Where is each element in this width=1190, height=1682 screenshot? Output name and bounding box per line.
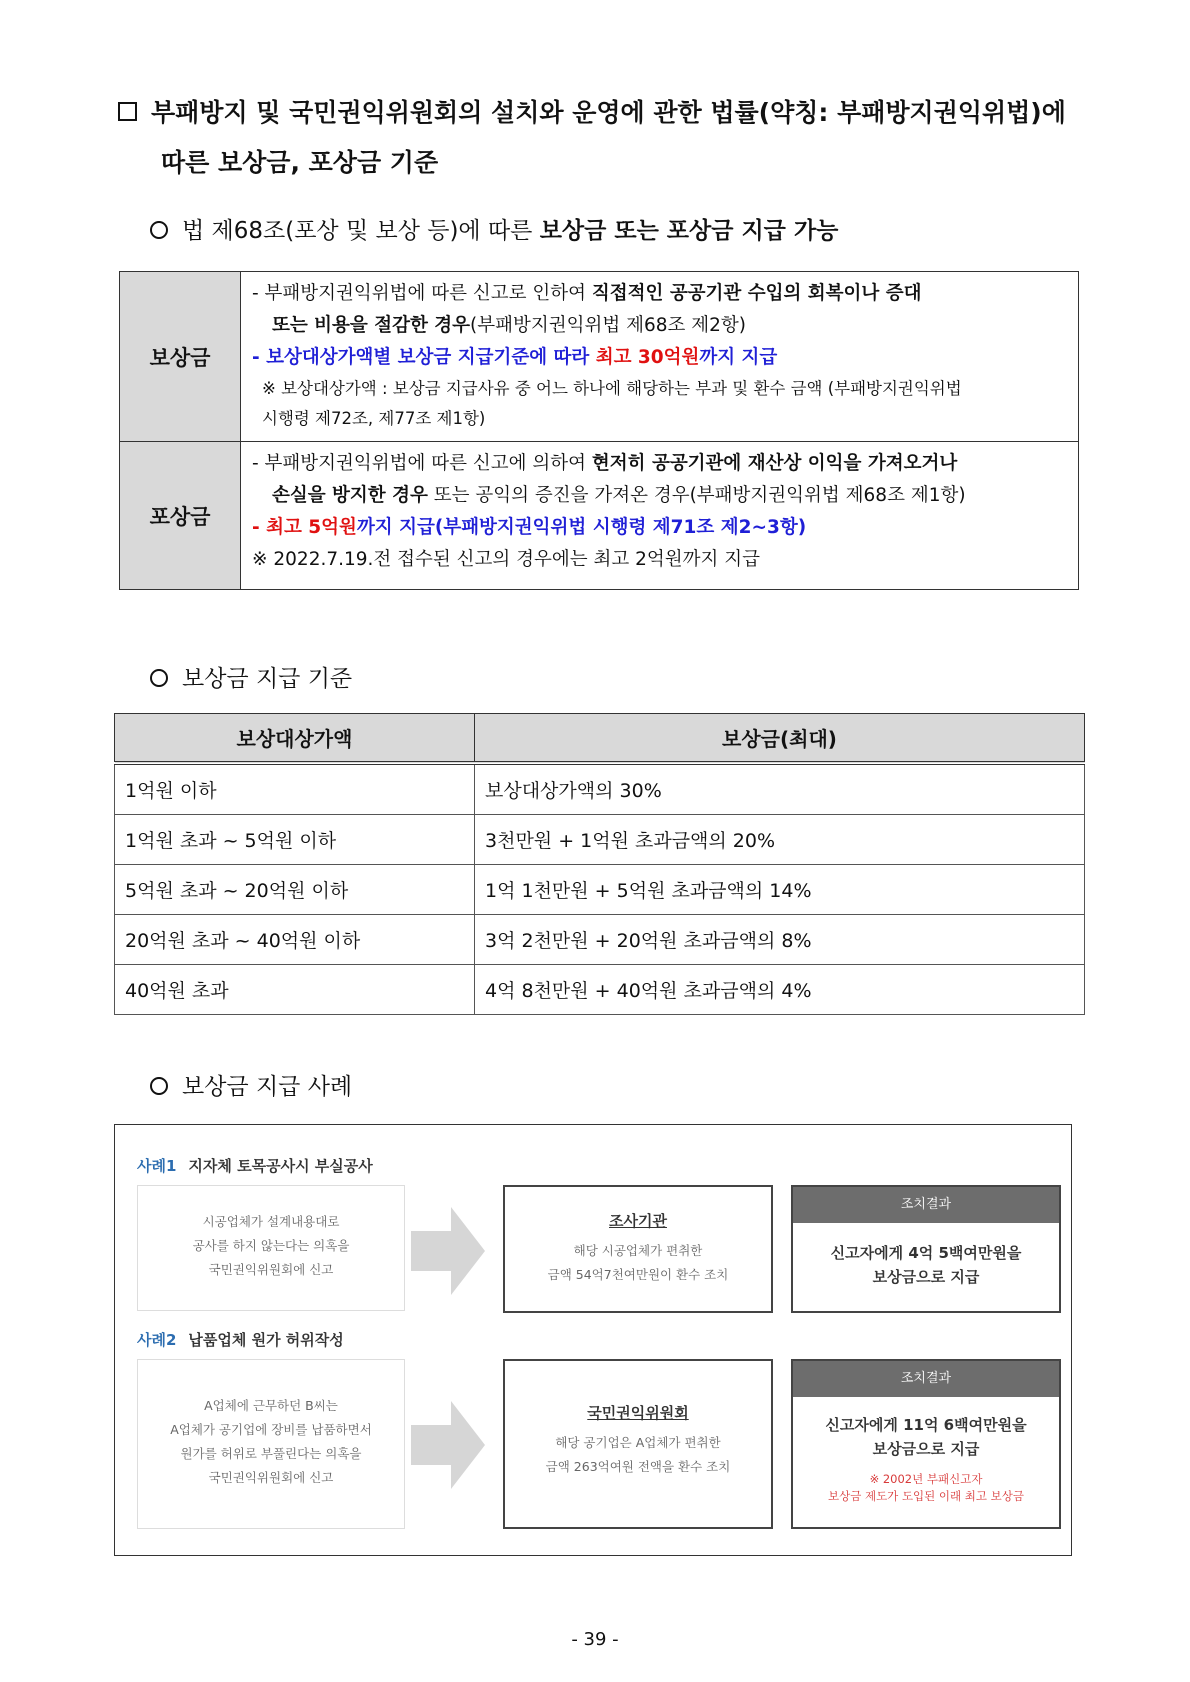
reward-row (120, 272, 1078, 442)
section3-title: 보상금 지급 사례 (182, 1074, 353, 1100)
prize-line1-b: 현저히 공공기관에 재산상 이익을 가져오거나 (591, 453, 958, 474)
section1-emphasis: 보상금 또는 포상금 지급 가능 (539, 218, 839, 244)
section2-title: 보상금 지급 기준 (182, 666, 353, 692)
reward-line2-b: (부패방지권익위법 제68조 제2항) (470, 315, 747, 336)
circle-bullet-icon (150, 669, 168, 687)
checkbox-square-icon (118, 102, 137, 121)
case2-result-header: 조치결과 (793, 1361, 1059, 1397)
case1-result-line: 신고자에게 4억 5백여만원을 (830, 1244, 1022, 1262)
header-reward-max: 보상금(최대) (475, 714, 1085, 764)
cell: 3천만원 + 1억원 초과금액의 20% (475, 815, 1085, 865)
case2-title-text: 납품업체 원가 허위작성 (188, 1331, 344, 1349)
prize-line1-a: - 부패방지권익위법에 따른 신고에 의하여 (252, 453, 592, 474)
case2-agency-title: 국민권익위원회 (587, 1404, 689, 1422)
section1-text: 법 제68조(포상 및 보상 등)에 따른 (182, 218, 540, 244)
case2-agency-box (503, 1359, 773, 1529)
case2-result-line: 신고자에게 11억 6백여만원을 (825, 1416, 1027, 1434)
case1-report-box (137, 1185, 405, 1311)
case2-report-line: A업체가 공기업에 장비를 납품하면서 (170, 1422, 372, 1437)
case2-agency-line: 해당 공기업은 A업체가 편취한 (555, 1435, 721, 1450)
cell: 5억원 초과 ~ 20억원 이하 (115, 865, 475, 915)
circle-bullet-icon (150, 1077, 168, 1095)
reward-line3-a: - 보상대상가액별 보상금 지급기준에 따라 (252, 347, 596, 368)
cell: 3억 2천만원 + 20억원 초과금액의 8% (475, 915, 1085, 965)
reward-note1: ※ 보상대상가액 : 보상금 지급사유 중 어느 하나에 해당하는 부과 및 환수 금액 (부패방지권익위법 (262, 379, 962, 398)
table-row (115, 865, 1085, 915)
case2-agency-line: 금액 263억여원 전액을 환수 조치 (545, 1459, 731, 1474)
case2-result-note: 보상금 제도가 도입된 이래 최고 보상금 (827, 1489, 1025, 1503)
prize-line3-a: - (252, 517, 267, 538)
case1-agency-box (503, 1185, 773, 1313)
table-row (115, 965, 1085, 1015)
prize-row (120, 442, 1078, 589)
page-number: - 39 - (571, 1629, 619, 1650)
cell: 1억원 이하 (115, 763, 475, 815)
reward-line3-c: 까지 지급 (699, 347, 778, 368)
table-row (115, 763, 1085, 815)
arrow-right-icon (411, 1207, 485, 1295)
case1-report-line: 국민권익위원회에 신고 (208, 1262, 334, 1277)
case1-result-line: 보상금으로 지급 (872, 1268, 980, 1286)
table-header-row (115, 714, 1085, 764)
cell: 40억원 초과 (115, 965, 475, 1015)
case2-result-note: ※ 2002년 부패신고자 (869, 1472, 983, 1486)
reward-line1-a: - 부패방지권익위법에 따른 신고로 인하여 (252, 283, 592, 304)
reward-criteria-table (114, 713, 1085, 1015)
case1-report-line: 공사를 하지 않는다는 의혹을 (192, 1238, 350, 1253)
reward-line3-b: 최고 30억원 (595, 347, 700, 368)
case1-title-text: 지자체 토목공사시 부실공사 (188, 1157, 373, 1175)
case2-result-box (791, 1359, 1061, 1529)
cell: 보상대상가액의 30% (475, 763, 1085, 815)
prize-note: ※ 2022.7.19.전 접수된 신고의 경우에는 최고 2억원까지 지급 (252, 549, 761, 570)
case1-title (137, 1155, 373, 1176)
cell: 4억 8천만원 + 40억원 초과금액의 4% (475, 965, 1085, 1015)
heading-line1: 부패방지 및 국민권익위원회의 설치와 운영에 관한 법률(약칭: 부패방지권익위법)에 (151, 98, 1066, 127)
circle-bullet-icon (150, 221, 168, 239)
cell: 20억원 초과 ~ 40억원 이하 (115, 915, 475, 965)
case1-agency-line: 금액 54억7천여만원이 환수 조치 (547, 1267, 729, 1282)
case2-report-line: 원가를 허위로 부풀린다는 의혹을 (180, 1446, 362, 1461)
case2-report-box (137, 1359, 405, 1529)
cell: 1억 1천만원 + 5억원 초과금액의 14% (475, 865, 1085, 915)
table-row (115, 815, 1085, 865)
case1-result-header: 조치결과 (793, 1187, 1059, 1223)
reward-label: 보상금 (120, 272, 241, 441)
case1-agency-title: 조사기관 (609, 1212, 667, 1230)
heading-line2: 따른 보상금, 포상금 기준 (161, 148, 439, 177)
case-examples-panel (114, 1124, 1072, 1556)
prize-line3-b: 최고 5억원 (266, 517, 357, 538)
case1-number: 사례1 (137, 1157, 177, 1175)
case2-report-line: A업체에 근무하던 B씨는 (204, 1398, 338, 1413)
reward-line1-b: 직접적인 공공기관 수입의 회복이나 증대 (591, 283, 922, 304)
case1-report-line: 시공업체가 설계내용대로 (202, 1214, 340, 1229)
case2-result-line: 보상금으로 지급 (872, 1440, 980, 1458)
reward-prize-table (119, 271, 1079, 590)
case2-title (137, 1329, 344, 1350)
prize-label: 포상금 (120, 442, 241, 589)
reward-line2-a: 또는 비용을 절감한 경우 (272, 315, 471, 336)
prize-line2-a: 손실을 방지한 경우 (272, 485, 428, 506)
case2-report-line: 국민권익위원회에 신고 (208, 1470, 334, 1485)
main-heading (118, 88, 1078, 188)
reward-content (252, 278, 1068, 434)
section1-bullet (150, 212, 838, 245)
reward-note2: 시행령 제72조, 제77조 제1항) (262, 409, 486, 428)
case2-number: 사례2 (137, 1331, 177, 1349)
table-row (115, 915, 1085, 965)
prize-line2-b: 또는 공익의 증진을 가져온 경우(부패방지권익위법 제68조 제1항) (427, 485, 966, 506)
case1-result-box (791, 1185, 1061, 1313)
section3-bullet (150, 1068, 352, 1101)
header-target-amount: 보상대상가액 (115, 714, 475, 764)
case1-agency-line: 해당 시공업체가 편취한 (573, 1243, 703, 1258)
arrow-right-icon (411, 1401, 485, 1489)
prize-content (252, 448, 1068, 576)
section2-bullet (150, 660, 352, 693)
cell: 1억원 초과 ~ 5억원 이하 (115, 815, 475, 865)
prize-line3-c: 까지 지급(부패방지권익위법 시행령 제71조 제2~3항) (356, 517, 807, 538)
